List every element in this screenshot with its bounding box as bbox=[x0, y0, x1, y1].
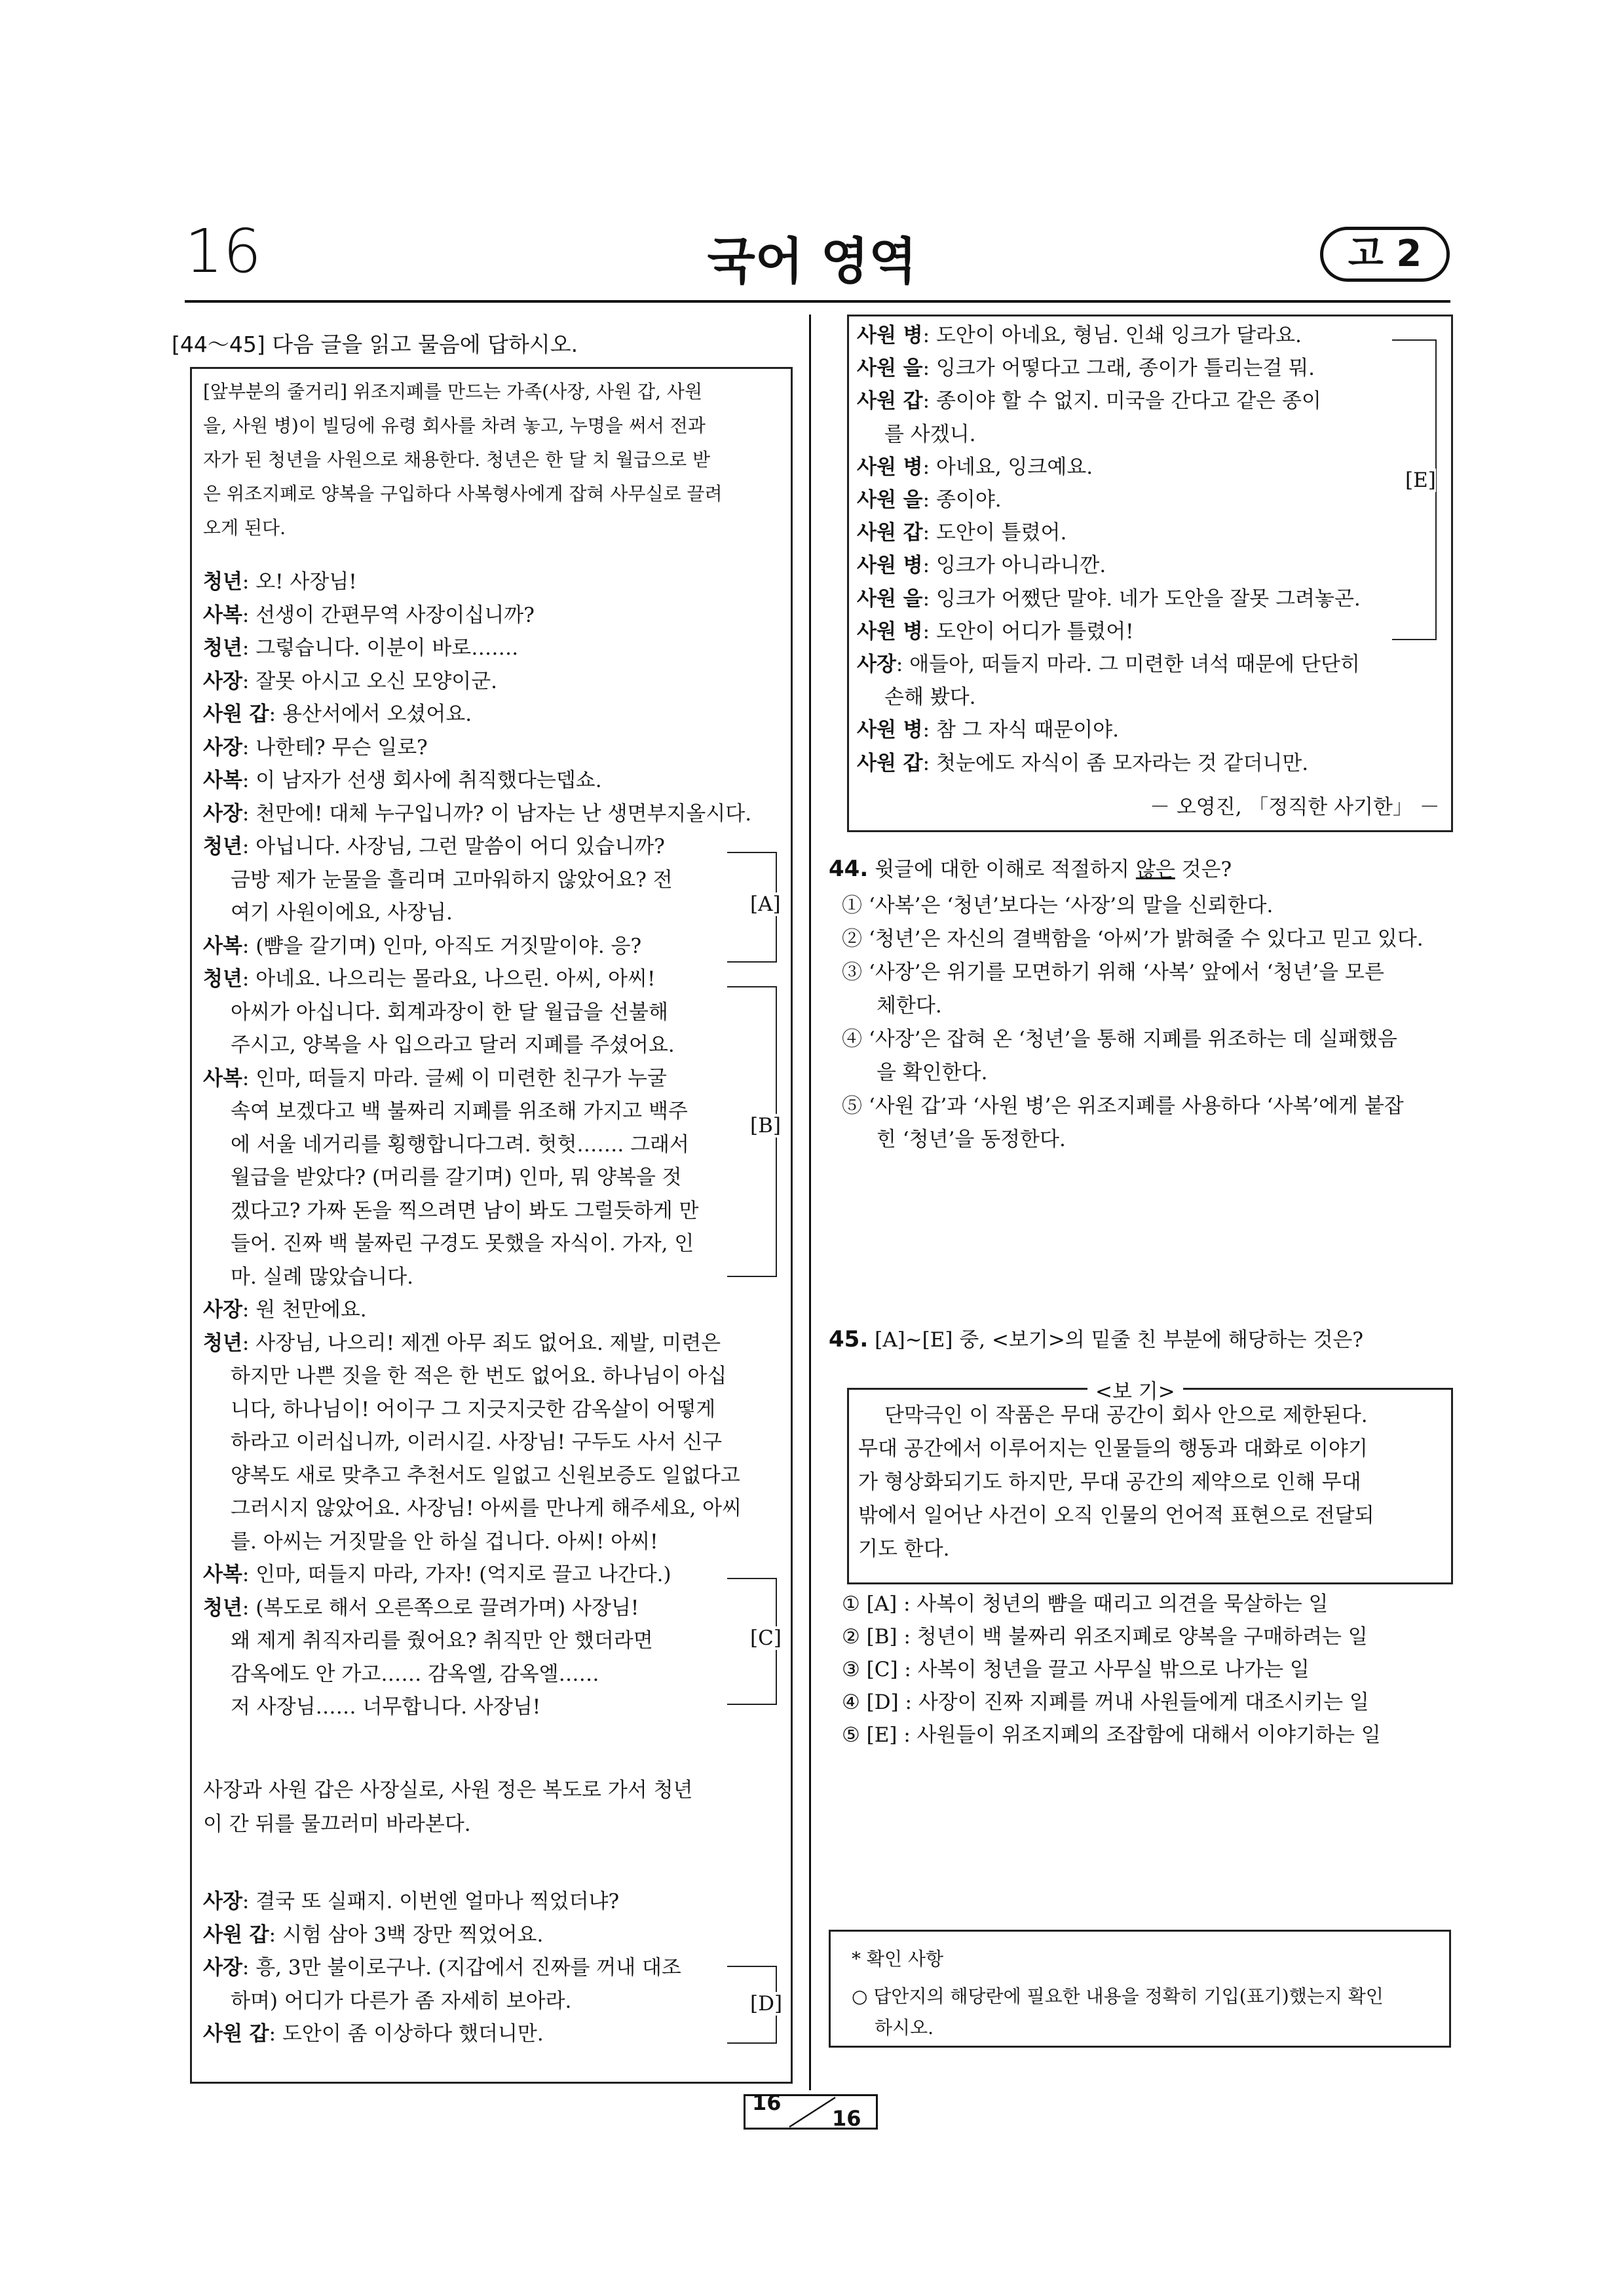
dialogue-text: : 인마, 떠들지 마라. 글쎄 이 미련한 친구가 누굴 bbox=[242, 1066, 667, 1090]
speaker-name: 청년 bbox=[203, 967, 242, 991]
stage-direction-line: 이 간 뒤를 물끄러미 바라본다. bbox=[203, 1812, 471, 1836]
bogi-line: 단막극인 이 작품은 무대 공간이 회사 안으로 제한된다. bbox=[884, 1404, 1368, 1427]
dialogue-line bbox=[203, 635, 518, 661]
dialogue-text: 왜 제게 취직자리를 줬어요? 취직만 안 했더라면 bbox=[231, 1629, 653, 1653]
dialogue-line bbox=[203, 1922, 543, 1948]
q45-option-line: ⑤ [E] : 사원들이 위조지폐의 조잡함에 대해서 이야기하는 일 bbox=[842, 1723, 1381, 1747]
dialogue-text: 감옥에도 안 가고…… 감옥엘, 감옥엘…… bbox=[231, 1662, 599, 1686]
speaker-name: 사원 을 bbox=[857, 488, 923, 512]
q44-option-line: 을 확인한다. bbox=[877, 1061, 988, 1084]
source-citation: － 오영진, 「정직한 사기한」 － bbox=[1150, 795, 1440, 819]
dialogue-line bbox=[231, 1363, 727, 1389]
speaker-name: 청년 bbox=[203, 835, 242, 858]
speaker-name: 사장 bbox=[857, 653, 896, 676]
check-line: 하시오. bbox=[875, 2017, 934, 2038]
dialogue-text: : 흥, 3만 불이로구나. (지갑에서 진짜를 꺼내 대조 bbox=[242, 1956, 681, 1980]
speaker-name: 청년 bbox=[203, 1596, 242, 1620]
dialogue-line bbox=[203, 668, 497, 695]
q44-option-line: ③ ‘사장’은 위기를 모면하기 위해 ‘사복’ 앞에서 ‘청년’을 모른 bbox=[842, 961, 1384, 984]
page-indicator-total: 16 bbox=[832, 2106, 861, 2131]
speaker-name: 사장 bbox=[203, 1890, 242, 1913]
dialogue-text: : 참 그 자식 때문이야. bbox=[922, 718, 1119, 742]
q45-option-line: ④ [D] : 사장이 진짜 지폐를 꺼내 사원들에게 대조시키는 일 bbox=[842, 1691, 1369, 1714]
bracket-b-label: [B] bbox=[750, 1114, 781, 1138]
dialogue-line bbox=[203, 1595, 639, 1621]
dialogue-line bbox=[857, 586, 1361, 612]
speaker-name: 사장 bbox=[203, 669, 242, 693]
dialogue-line bbox=[231, 1429, 722, 1455]
bracket-a-label: [A] bbox=[750, 892, 781, 916]
dialogue-text: 여기 사원이에요, 사장님. bbox=[231, 901, 453, 925]
page-title: 국어 영역 bbox=[707, 232, 917, 290]
dialogue-line bbox=[857, 322, 1302, 349]
dialogue-line bbox=[857, 388, 1321, 414]
dialogue-text: 하며) 어디가 다른가 좀 자세히 보아라. bbox=[231, 1989, 572, 2013]
bracket-c-label: [C] bbox=[750, 1626, 782, 1650]
dialogue-text: 를. 아씨는 거짓말을 안 하실 겁니다. 아씨! 아씨! bbox=[231, 1529, 658, 1554]
dialogue-text: : 그렇습니다. 이분이 바로……. bbox=[242, 636, 519, 660]
dialogue-line bbox=[231, 1098, 688, 1124]
speaker-name: 사장 bbox=[203, 801, 242, 826]
speaker-name: 사원 갑 bbox=[857, 751, 923, 775]
dialogue-line bbox=[231, 999, 668, 1025]
dialogue-line bbox=[857, 454, 1093, 480]
dialogue-line bbox=[231, 1396, 715, 1423]
dialogue-text: : 잉크가 아니라니깐. bbox=[922, 554, 1106, 578]
speaker-name: 사원 을 bbox=[857, 586, 923, 611]
check-title: * 확인 사항 bbox=[852, 1948, 943, 1970]
bogi-line: 밖에서 일어난 사건이 오직 인물의 언어적 표현으로 전달되 bbox=[858, 1504, 1374, 1527]
dialogue-text: : 이 남자가 선생 회사에 취직했다는뎁쇼. bbox=[242, 769, 602, 792]
dialogue-text: 를 사겠니. bbox=[884, 422, 976, 446]
q44-option-line: ① ‘사복’은 ‘청년’보다는 ‘사장’의 말을 신뢰한다. bbox=[842, 894, 1274, 917]
dialogue-line bbox=[857, 552, 1106, 579]
bogi-line: 가 형상화되기도 하지만, 무대 공간의 제약으로 인해 무대 bbox=[858, 1470, 1361, 1494]
dialogue-line bbox=[203, 1297, 367, 1323]
dialogue-line bbox=[231, 1495, 742, 1521]
dialogue-line bbox=[884, 421, 976, 448]
dialogue-line bbox=[231, 1661, 599, 1687]
q44-option-line: ② ‘청년’은 자신의 결백함을 ‘아씨’가 밝혀줄 수 있다고 믿고 있다. bbox=[842, 927, 1424, 951]
q45-option-line: ③ [C] : 사복이 청년을 끌고 사무실 밖으로 나가는 일 bbox=[842, 1658, 1310, 1681]
dialogue-text: : 아네요, 잉크예요. bbox=[922, 455, 1093, 479]
dialogue-text: : 도안이 좀 이상하다 했더니만. bbox=[269, 2022, 544, 2046]
dialogue-text: : 애들아, 떠들지 마라. 그 미련한 녀석 때문에 단단히 bbox=[896, 653, 1360, 676]
dialogue-text: : 선생이 간편무역 사장이십니까? bbox=[242, 603, 535, 627]
q44-stem bbox=[829, 856, 1232, 883]
dialogue-line bbox=[857, 355, 1315, 381]
dialogue-text: : 종이야 할 수 없지. 미국을 간다고 같은 종이 bbox=[922, 389, 1321, 413]
summary-line: 자가 된 청년을 사원으로 채용한다. 청년은 한 달 치 월급으로 받 bbox=[203, 449, 711, 470]
dialogue-line bbox=[857, 619, 1134, 645]
speaker-name: 사원 병 bbox=[857, 619, 923, 643]
dialogue-text: 양복도 새로 맞추고 추천서도 일없고 신원보증도 일없다고 bbox=[231, 1463, 740, 1487]
dialogue-line bbox=[231, 1164, 682, 1191]
speaker-name: 사원 갑 bbox=[203, 2022, 269, 2046]
dialogue-text: : 잘못 아시고 오신 모양이군. bbox=[242, 669, 498, 693]
dialogue-line bbox=[203, 1888, 619, 1915]
dialogue-line bbox=[231, 1198, 698, 1224]
dialogue-text: : 시험 삼아 3백 장만 찍었어요. bbox=[269, 1923, 544, 1947]
dialogue-line bbox=[231, 1264, 413, 1290]
dialogue-line bbox=[203, 569, 357, 595]
q45-number: 45. bbox=[829, 1326, 869, 1352]
dialogue-line bbox=[231, 900, 453, 926]
q44-stem-pre: 윗글에 대한 이해로 적절하지 bbox=[875, 858, 1136, 881]
dialogue-line bbox=[203, 602, 535, 628]
q44-option-line: ⑤ ‘사원 갑’과 ‘사원 병’은 위조지폐를 사용하다 ‘사복’에게 붙잡 bbox=[842, 1094, 1404, 1118]
dialogue-text: 아씨가 아십니다. 회계과장이 한 달 월급을 선불해 bbox=[231, 1000, 668, 1024]
q45-option-line: ① [A] : 사복이 청년의 뺨을 때리고 의견을 묵살하는 일 bbox=[842, 1592, 1329, 1616]
dialogue-line bbox=[231, 1529, 658, 1555]
speaker-name: 청년 bbox=[203, 636, 242, 660]
page-number: 16 bbox=[185, 216, 262, 286]
speaker-name: 사복 bbox=[203, 1563, 242, 1586]
dialogue-line bbox=[203, 735, 428, 761]
speaker-name: 사원 을 bbox=[857, 356, 923, 381]
bogi-label: <보 기> bbox=[1087, 1375, 1183, 1404]
stage-direction-line: 사장과 사원 갑은 사장실로, 사원 정은 복도로 가서 청년 bbox=[203, 1778, 693, 1802]
dialogue-text: 저 사장님…… 너무합니다. 사장님! bbox=[231, 1695, 541, 1719]
dialogue-text: 마. 실례 많았습니다. bbox=[231, 1265, 413, 1289]
dialogue-text: : 도안이 틀렸어. bbox=[922, 521, 1067, 545]
q44-stem-post: 것은? bbox=[1175, 858, 1232, 881]
dialogue-text: 하라고 이러십니까, 이러시길. 사장님! 구두도 사서 신구 bbox=[231, 1430, 723, 1454]
dialogue-text: : 잉크가 어쨌단 말야. 네가 도안을 잘못 그려놓곤. bbox=[922, 586, 1361, 611]
grade-badge: 고 2 bbox=[1320, 227, 1450, 282]
dialogue-text: 들어. 진짜 백 불짜린 구경도 못했을 자식이. 가자, 인 bbox=[231, 1232, 694, 1255]
dialogue-line bbox=[203, 1330, 721, 1356]
speaker-name: 사원 갑 bbox=[857, 521, 923, 545]
dialogue-text: : 잉크가 어떻다고 그래, 종이가 틀리는걸 뭐. bbox=[922, 356, 1315, 381]
dialogue-line bbox=[857, 487, 1002, 513]
dialogue-line bbox=[203, 767, 602, 794]
speaker-name: 사원 병 bbox=[857, 718, 923, 742]
dialogue-text: : 종이야. bbox=[922, 488, 1002, 512]
speaker-name: 사원 병 bbox=[857, 554, 923, 578]
dialogue-text: : 결국 또 실패지. 이번엔 얼마나 찍었더냐? bbox=[242, 1890, 620, 1913]
dialogue-line bbox=[203, 801, 751, 827]
dialogue-line bbox=[203, 966, 655, 992]
dialogue-text: 손해 봤다. bbox=[884, 685, 976, 710]
dialogue-line bbox=[231, 1231, 694, 1257]
q44-option-line: ④ ‘사장’은 잡혀 온 ‘청년’을 통해 지폐를 위조하는 데 실패했음 bbox=[842, 1027, 1397, 1051]
dialogue-text: 에 서울 네거리를 횡행합니다그려. 헛헛……. 그래서 bbox=[231, 1132, 689, 1157]
dialogue-line bbox=[203, 2021, 544, 2047]
dialogue-text: : 사장님, 나으리! 제겐 아무 죄도 없어요. 제발, 미련은 bbox=[242, 1331, 721, 1355]
summary-line: [앞부분의 줄거리] 위조지폐를 만드는 가족(사장, 사원 갑, 사원 bbox=[203, 381, 703, 402]
q45-stem-text: [A]~[E] 중, <보기>의 밑줄 친 부분에 해당하는 것은? bbox=[875, 1328, 1363, 1352]
speaker-name: 사원 갑 bbox=[203, 1923, 269, 1947]
speaker-name: 청년 bbox=[203, 1331, 242, 1355]
dialogue-text: : 천만에! 대체 누구입니까? 이 남자는 난 생면부지올시다. bbox=[242, 801, 752, 826]
dialogue-text: : 도안이 어디가 틀렸어! bbox=[922, 619, 1134, 643]
dialogue-line bbox=[203, 1561, 671, 1588]
header-rule bbox=[185, 300, 1450, 303]
speaker-name: 사장 bbox=[203, 735, 242, 759]
speaker-name: 사장 bbox=[203, 1956, 242, 1980]
bracket-d-label: [D] bbox=[750, 1992, 783, 2016]
speaker-name: 사원 병 bbox=[857, 455, 923, 479]
q45-option-line: ② [B] : 청년이 백 불짜리 위조지폐로 양복을 구매하려는 일 bbox=[842, 1625, 1368, 1649]
dialogue-text: 그러시지 않았어요. 사장님! 아씨를 만나게 해주세요, 아씨 bbox=[231, 1497, 742, 1520]
bogi-line: 기도 한다. bbox=[858, 1537, 950, 1561]
dialogue-line bbox=[231, 1628, 653, 1654]
dialogue-text: : 오! 사장님! bbox=[242, 570, 357, 594]
dialogue-text: : 첫눈에도 자식이 좀 모자라는 것 같더니만. bbox=[922, 751, 1309, 775]
dialogue-line bbox=[231, 1463, 740, 1489]
column-divider bbox=[809, 315, 811, 2090]
check-line: ○ 답안지의 해당란에 필요한 내용을 정확히 기입(표기)했는지 확인 bbox=[852, 1985, 1384, 2007]
dialogue-line bbox=[857, 651, 1360, 678]
dialogue-text: : 인마, 떠들지 마라, 가자! (억지로 끌고 나간다.) bbox=[242, 1563, 671, 1586]
q45-stem bbox=[829, 1326, 1363, 1353]
dialogue-text: : 원 천만에요. bbox=[242, 1298, 367, 1322]
speaker-name: 사원 병 bbox=[857, 324, 923, 347]
dialogue-text: 월급을 받았다? (머리를 갈기며) 인마, 뭐 양복을 젓 bbox=[231, 1166, 682, 1189]
dialogue-line bbox=[857, 750, 1308, 776]
dialogue-text: : (복도로 해서 오른쪽으로 끌려가며) 사장님! bbox=[242, 1596, 639, 1620]
q44-option-line: 힌 ‘청년’을 동정한다. bbox=[877, 1128, 1066, 1151]
dialogue-text: 주시고, 양복을 사 입으라고 달러 지폐를 주셨어요. bbox=[231, 1033, 675, 1057]
speaker-name: 사장 bbox=[203, 1298, 242, 1322]
dialogue-line bbox=[203, 833, 665, 860]
dialogue-line bbox=[203, 1955, 681, 1981]
speaker-name: 사복 bbox=[203, 769, 242, 792]
speaker-name: 사복 bbox=[203, 934, 242, 958]
speaker-name: 사복 bbox=[203, 603, 242, 627]
speaker-name: 청년 bbox=[203, 570, 242, 594]
question-group-heading: [44～45] 다음 글을 읽고 물음에 답하시오. bbox=[172, 332, 578, 357]
dialogue-text: : 아닙니다. 사장님, 그런 말씀이 어디 있습니까? bbox=[242, 835, 665, 858]
dialogue-line bbox=[857, 520, 1067, 546]
q44-option-line: 체한다. bbox=[877, 994, 942, 1018]
summary-line: 을, 사원 병)이 빌딩에 유령 회사를 차려 놓고, 누명을 써서 전과 bbox=[203, 415, 706, 436]
dialogue-line bbox=[231, 1694, 540, 1720]
dialogue-text: : 아네요. 나으리는 몰라요, 나으린. 아씨, 아씨! bbox=[242, 967, 656, 991]
dialogue-line bbox=[203, 701, 472, 727]
bogi-line: 무대 공간에서 이루어지는 인물들의 행동과 대화로 이야기 bbox=[858, 1437, 1368, 1461]
speaker-name: 사원 갑 bbox=[857, 389, 923, 413]
dialogue-line bbox=[231, 1032, 675, 1058]
dialogue-line bbox=[857, 717, 1119, 743]
dialogue-text: 속여 보겠다고 백 불짜리 지폐를 위조해 가지고 백주 bbox=[231, 1100, 688, 1123]
speaker-name: 사원 갑 bbox=[203, 702, 269, 726]
dialogue-line bbox=[203, 1065, 667, 1092]
dialogue-text: 하지만 나쁜 짓을 한 적은 한 번도 없어요. 하나님이 아십 bbox=[231, 1364, 727, 1388]
dialogue-line bbox=[231, 1132, 689, 1158]
bracket-e-label: [E] bbox=[1405, 469, 1436, 492]
summary-line: 은 위조지폐로 양복을 구입하다 사복형사에게 잡혀 사무실로 끌려 bbox=[203, 483, 723, 505]
dialogue-text: 겠다고? 가짜 돈을 찍으려면 남이 봐도 그럴듯하게 만 bbox=[231, 1198, 699, 1223]
q44-number: 44. bbox=[829, 856, 869, 882]
dialogue-text: : 도안이 아네요, 형님. 인쇄 잉크가 달라요. bbox=[922, 324, 1302, 347]
dialogue-text: : 나한테? 무슨 일로? bbox=[242, 735, 428, 759]
summary-line: 오게 된다. bbox=[203, 517, 286, 539]
dialogue-text: 니다, 하나님이! 어이구 그 지긋지긋한 감옥살이 어떻게 bbox=[231, 1397, 716, 1421]
dialogue-line bbox=[231, 1988, 571, 2014]
speaker-name: 사복 bbox=[203, 1066, 242, 1090]
dialogue-line bbox=[231, 867, 673, 893]
dialogue-text: : (뺨을 갈기며) 인마, 아직도 거짓말이야. 응? bbox=[242, 934, 642, 958]
dialogue-line bbox=[884, 684, 976, 710]
dialogue-text: : 용산서에서 오셨어요. bbox=[269, 702, 472, 726]
dialogue-line bbox=[203, 933, 641, 959]
dialogue-text: 금방 제가 눈물을 흘리며 고마워하지 않았어요? 전 bbox=[231, 868, 673, 892]
q44-stem-underline: 않은 bbox=[1135, 858, 1175, 881]
page-indicator-current: 16 bbox=[752, 2090, 782, 2115]
